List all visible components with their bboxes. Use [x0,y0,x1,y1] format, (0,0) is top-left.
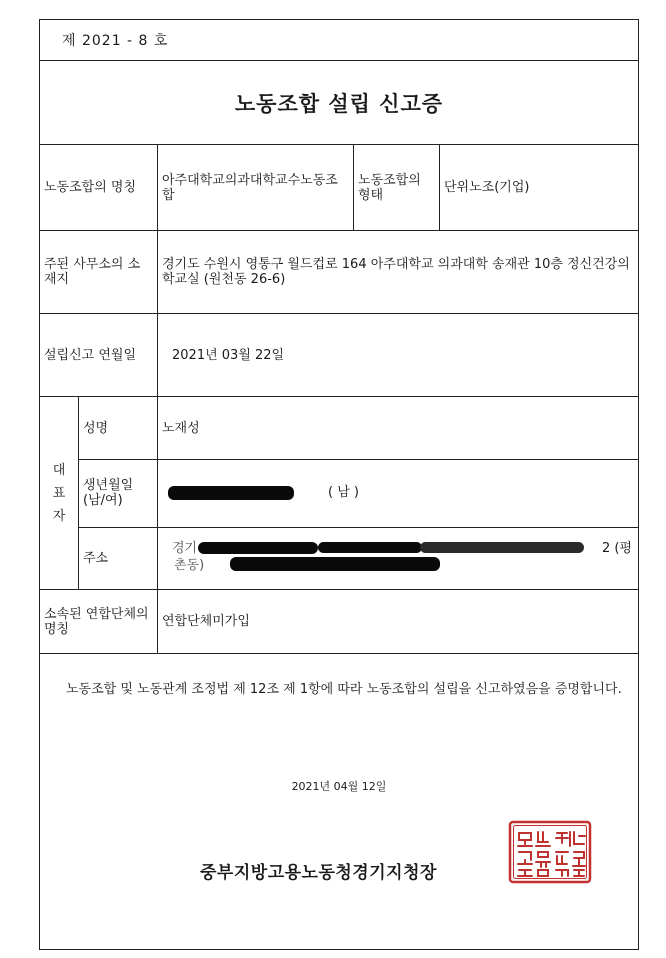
rep-char-1: 대 [52,462,66,478]
federation-value: 연합단체미가입 [157,590,638,653]
rep-address-start: 경기 [172,541,198,556]
issue-date: 2021년 04월 12일 [291,780,387,793]
union-name-row [40,145,638,231]
office-address: 경기도 수원시 영통구 월드컵로 164 아주대학교 의과대학 송재관 10층 정신건강의학교실 (원천동 26-6) [157,231,638,313]
representative-group-label [40,397,78,589]
rep-name-label: 성명 [83,420,109,436]
rep-birth-label: 생년월일(남/여) [83,478,134,508]
issuer-name: 중부지방고용노동청경기지청장 [200,863,437,883]
redaction-mark [198,542,318,554]
rep-gender: ( 남 ) [328,485,359,500]
rep-name-value: 노재성 [157,397,638,459]
representative-block [40,397,638,590]
founding-date-row [40,314,638,397]
rep-birth-value [157,459,638,527]
serial-row [40,20,638,61]
federation-label: 소속된 연합단체의 명칭 [44,606,149,637]
rep-address-line2: 촌동) [174,558,205,573]
union-type-label: 노동조합의 형태 [353,145,439,230]
rep-address-value [157,527,638,590]
rep-char-3: 자 [52,508,66,524]
rep-char-2: 표 [52,485,66,501]
office-row [40,231,638,314]
redaction-mark [318,542,422,553]
rep-birth-row [78,459,638,528]
founding-date-value: 2021년 03월 22일 [157,314,638,396]
redaction-mark [420,542,584,553]
union-type-value: 단위노조(기업) [439,145,638,230]
founding-date-label: 설립신고 연월일 [44,347,137,363]
rep-address-row [78,527,638,590]
office-label: 주된 사무소의 소재지 [44,257,141,287]
rep-address-label: 주소 [83,551,109,566]
union-name-label: 노동조합의 명칭 [44,180,137,195]
rep-name-row [78,397,638,460]
union-name-value: 아주대학교의과대학교수노동조합 [157,145,353,230]
certification-statement: 노동조합 및 노동관계 조정법 제 12조 제 1항에 따라 노동조합의 설립을 신고하였음을 증명합니다. [66,682,622,697]
title-row [40,61,638,145]
redaction-mark [230,557,440,571]
seal-inscription: 중부지방고용노동청경기지청장인 [550,883,565,884]
document-title: 노동조합 설립 신고증 [234,91,444,116]
redaction-mark [168,486,294,500]
serial-number: 제 2021 - 8 호 [62,33,169,49]
official-seal [508,820,592,884]
rep-address-end: 2 (평 [601,541,632,556]
certificate-document [39,19,639,950]
federation-row [40,590,638,654]
